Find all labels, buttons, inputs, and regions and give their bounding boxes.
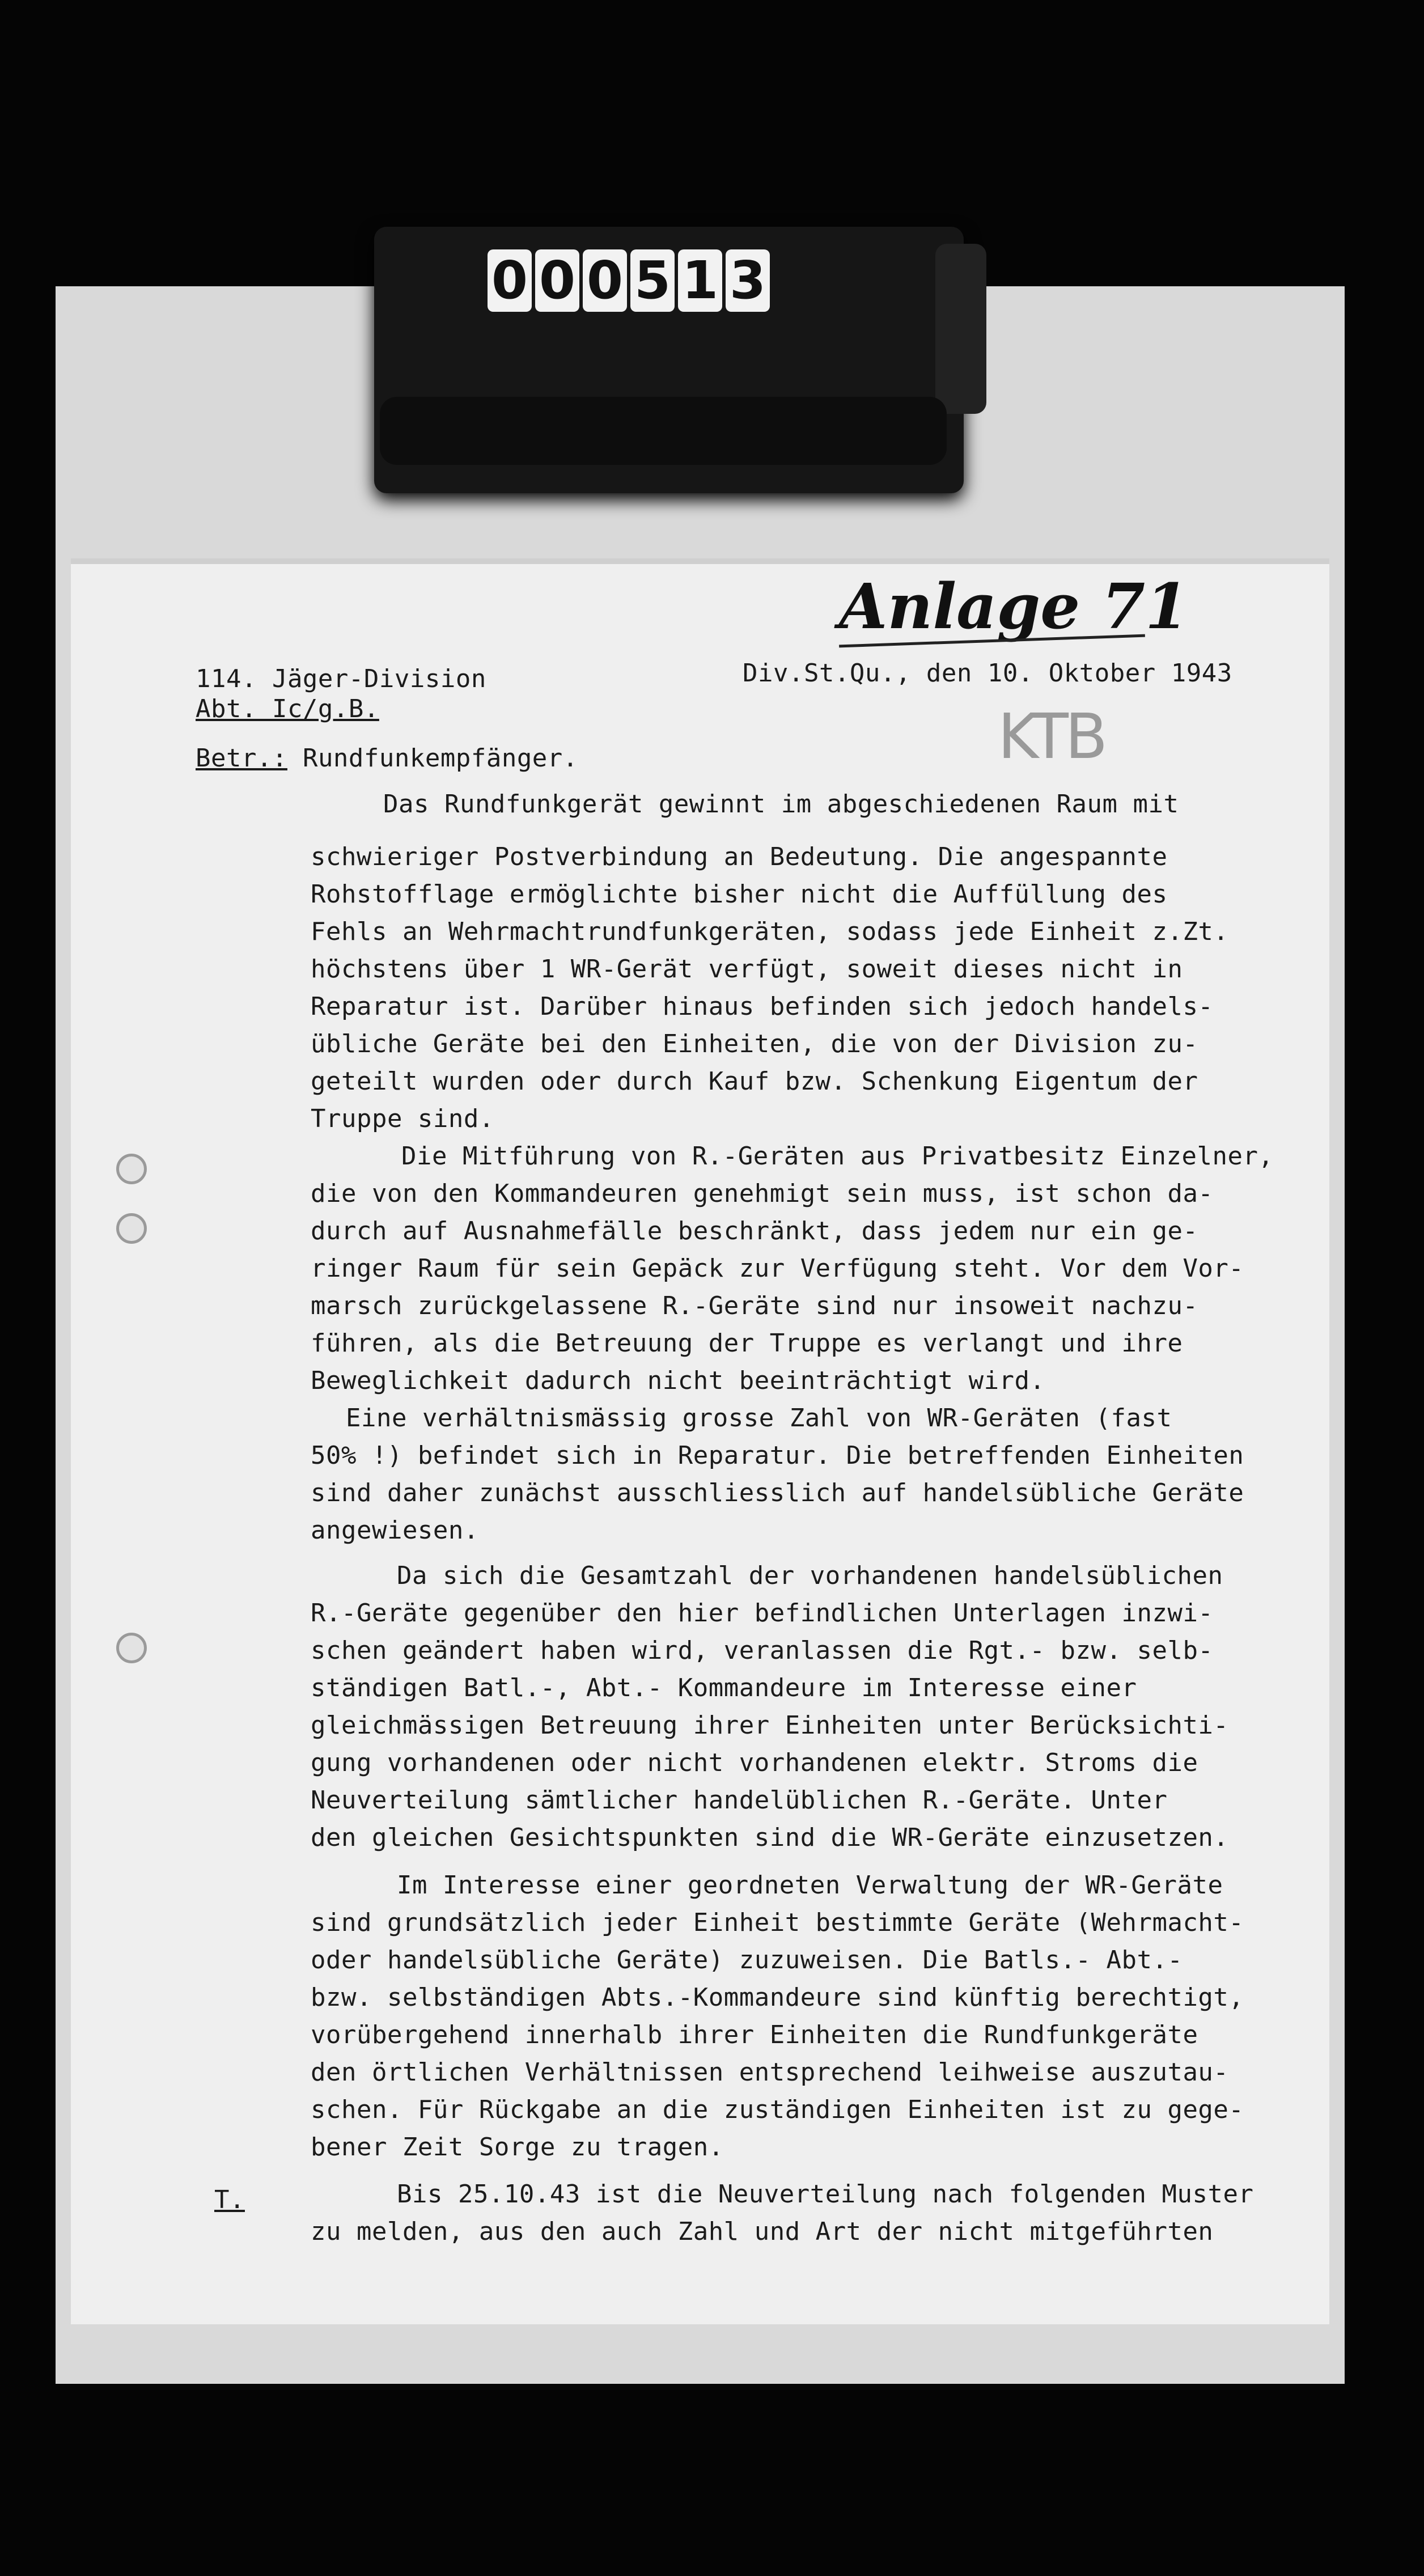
- body-line: Da sich die Gesamtzahl der vorhandenen handelsüblichen: [397, 1561, 1223, 1590]
- body-line: den örtlichen Verhältnissen entsprechend leihweise auszutau-: [311, 2058, 1229, 2087]
- body-line: ständigen Batl.-, Abt.- Kommandeure im Interesse einer: [311, 1673, 1137, 1702]
- marginal-mark: T.: [214, 2185, 245, 2214]
- body-line: R.-Geräte gegenüber den hier befindlichen Unterlagen inzwi-: [311, 1599, 1214, 1628]
- body-line: 50% !) befindet sich in Reparatur. Die betreffenden Einheiten: [311, 1441, 1244, 1470]
- body-line: geteilt wurden oder durch Kauf bzw. Schenkung Eigentum der: [311, 1067, 1198, 1096]
- body-line: oder handelsübliche Geräte) zuzuweisen. Die Batls.- Abt.-: [311, 1946, 1183, 1975]
- body-line: angewiesen.: [311, 1516, 479, 1545]
- body-line: die von den Kommandeuren genehmigt sein muss, ist schon da-: [311, 1179, 1214, 1208]
- body-line: Truppe sind.: [311, 1104, 494, 1133]
- subject-line: [196, 744, 578, 773]
- punch-hole: [116, 1633, 147, 1663]
- body-line: Die Mitführung von R.-Geräten aus Privatbesitz Einzelner,: [401, 1142, 1274, 1171]
- body-line: Das Rundfunkgerät gewinnt im abgeschiedenen Raum mit: [383, 790, 1179, 819]
- punch-hole: [116, 1154, 147, 1184]
- subject-text: Rundfunkempfänger.: [302, 744, 578, 773]
- counter-digit: 0: [583, 249, 627, 312]
- body-line: bzw. selbständigen Abts.-Kommandeure sind künftig berechtigt,: [311, 1983, 1244, 2012]
- body-line: sind daher zunächst ausschliesslich auf handelsübliche Geräte: [311, 1478, 1244, 1507]
- page-top-edge: [71, 558, 1329, 564]
- body-line: Im Interesse einer geordneten Verwaltung der WR-Geräte: [397, 1871, 1223, 1900]
- body-line: vorübergehend innerhalb ihrer Einheiten die Rundfunkgeräte: [311, 2020, 1198, 2049]
- counter-digit: 3: [726, 249, 770, 312]
- department-line: Abt. Ic/g.B.: [196, 694, 379, 723]
- body-line: durch auf Ausnahmefälle beschränkt, dass jedem nur ein ge-: [311, 1217, 1198, 1245]
- counter-digit: 1: [678, 249, 722, 312]
- body-line: zu melden, aus den auch Zahl und Art der nicht mitgeführten: [311, 2217, 1214, 2246]
- body-line: gleichmässigen Betreuung ihrer Einheiten unter Berücksichti-: [311, 1711, 1229, 1740]
- body-line: bener Zeit Sorge zu tragen.: [311, 2133, 724, 2162]
- body-line: Bis 25.10.43 ist die Neuverteilung nach folgenden Muster: [397, 2180, 1254, 2209]
- counter-knob: [935, 244, 986, 414]
- body-line: Eine verhältnismässig grosse Zahl von WR-Geräten (fast: [346, 1404, 1172, 1433]
- division-name: 114. Jäger-Division: [196, 664, 486, 693]
- body-line: gung vorhandenen oder nicht vorhandenen elektr. Stroms die: [311, 1748, 1198, 1777]
- body-line: führen, als die Betreuung der Truppe es verlangt und ihre: [311, 1329, 1183, 1358]
- body-line: Reparatur ist. Darüber hinaus befinden sich jedoch handels-: [311, 992, 1214, 1021]
- counter-base: [380, 397, 947, 465]
- place-and-date: Div.St.Qu., den 10. Oktober 1943: [743, 659, 1232, 688]
- body-line: übliche Geräte bei den Einheiten, die von der Division zu-: [311, 1029, 1198, 1058]
- ktb-stamp: KTB: [998, 700, 1105, 773]
- frame-counter: [488, 249, 770, 312]
- body-line: schen geändert haben wird, veranlassen die Rgt.- bzw. selb-: [311, 1636, 1214, 1665]
- body-line: schwieriger Postverbindung an Bedeutung. Die angespannte: [311, 842, 1168, 871]
- body-line: Neuverteilung sämtlicher handelüblichen R.-Geräte. Unter: [311, 1786, 1168, 1815]
- body-line: schen. Für Rückgabe an die zuständigen Einheiten ist zu gege-: [311, 2095, 1244, 2124]
- counter-digit: 5: [630, 249, 675, 312]
- body-line: Rohstofflage ermöglichte bisher nicht die Auffüllung des: [311, 880, 1168, 909]
- counter-digit: 0: [488, 249, 532, 312]
- punch-hole: [116, 1213, 147, 1244]
- body-line: den gleichen Gesichtspunkten sind die WR-Geräte einzusetzen.: [311, 1823, 1229, 1852]
- body-line: Beweglichkeit dadurch nicht beeinträchtigt wird.: [311, 1366, 1045, 1395]
- body-line: marsch zurückgelassene R.-Geräte sind nur insoweit nachzu-: [311, 1291, 1198, 1320]
- body-line: ringer Raum für sein Gepäck zur Verfügung steht. Vor dem Vor-: [311, 1254, 1244, 1283]
- counter-digit: 0: [535, 249, 579, 312]
- handwritten-annex-label: Anlage 71: [839, 570, 1189, 643]
- subject-label: Betr.:: [196, 744, 287, 773]
- body-line: Fehls an Wehrmachtrundfunkgeräten, sodass jede Einheit z.Zt.: [311, 917, 1229, 946]
- body-line: höchstens über 1 WR-Gerät verfügt, soweit dieses nicht in: [311, 955, 1183, 984]
- body-line: sind grundsätzlich jeder Einheit bestimmte Geräte (Wehrmacht-: [311, 1908, 1244, 1937]
